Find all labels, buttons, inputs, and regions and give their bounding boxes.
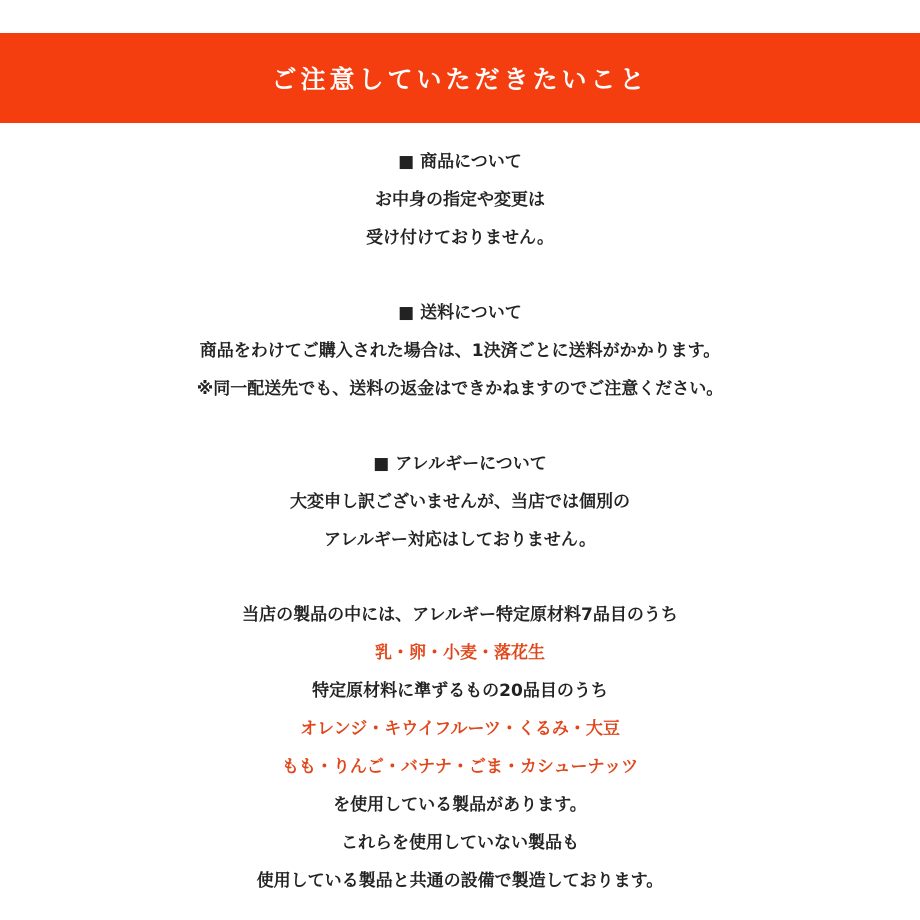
allergens-equivalent-20: もも・りんご・バナナ・ごま・カシューナッツ [281, 757, 639, 777]
product-heading: ■ 商品について [398, 152, 522, 172]
allergens-specified-7: 乳・卵・小麦・落花生 [375, 643, 545, 663]
section-spacer [0, 257, 920, 294]
allergy-heading: ■ アレルギーについて [373, 454, 547, 474]
section-spacer [0, 408, 920, 445]
notice-content [0, 143, 920, 900]
allergens-used: を使用している製品があります。 [333, 795, 587, 815]
allergy-line: 大変申し訳ございませんが、当店では個別の [290, 492, 630, 512]
allergy-line: アレルギー対応はしておりません。 [324, 530, 596, 550]
shipping-heading: ■ 送料について [398, 303, 522, 323]
allergens-intro-20: 特定原材料に準ずるもの20品目のうち [312, 681, 608, 701]
allergens-intro: 当店の製品の中には、アレルギー特定原材料7品目のうち [242, 605, 678, 625]
product-line: 受け付けておりません。 [365, 228, 555, 248]
notice-banner [0, 33, 920, 123]
shipping-line: 商品をわけてご購入された場合は、1決済ごとに送料がかかります。 [199, 341, 721, 361]
product-line: お中身の指定や変更は [375, 190, 545, 210]
banner-title: ご注意していただきたいこと [271, 65, 649, 94]
allergens-shared: これらを使用していない製品も [341, 833, 579, 853]
allergens-equivalent-20: オレンジ・キウイフルーツ・くるみ・大豆 [300, 719, 620, 739]
shipping-line: ※同一配送先でも、送料の返金はできかねますのでご注意ください。 [196, 379, 724, 399]
section-spacer [0, 559, 920, 596]
allergens-shared: 使用している製品と共通の設備で製造しております。 [256, 871, 664, 891]
